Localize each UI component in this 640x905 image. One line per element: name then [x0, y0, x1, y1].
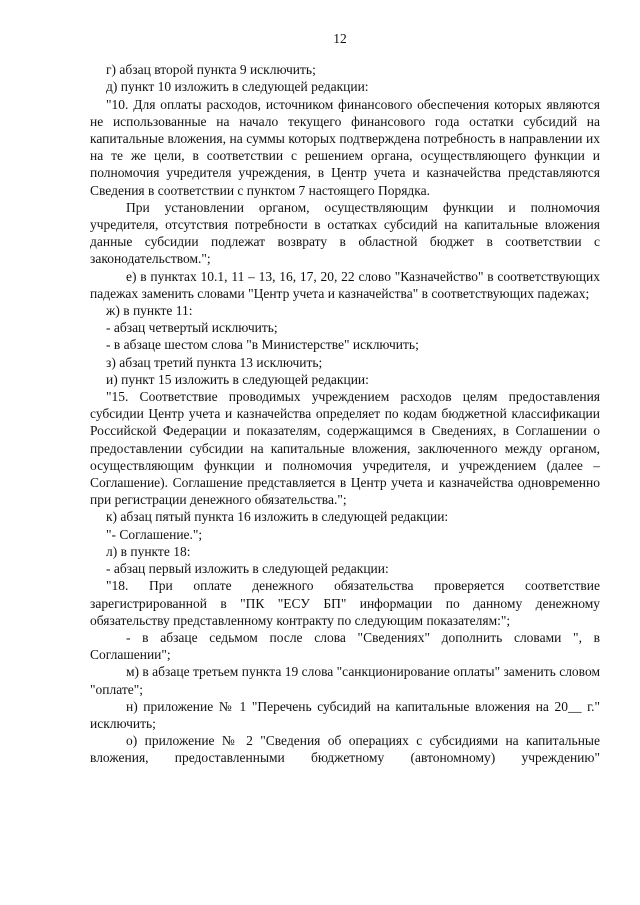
paragraph: н) приложение № 1 "Перечень субсидий на капитальные вложения на 20__ г." исключить; [90, 698, 600, 731]
paragraph: "15. Соответствие проводимых учреждением расходов целям предоставления субсидии Центр учета и казначейства определяет по кодам бюджетной классификации Российской Федерации и показателям, содержащимся в Сведениях, в Соглашении о предоставлении субсидии на капитальные вложения, заключенного между органом, осуществляющим функции и полномочия учредителя, и учреждением (далее – Соглашение). Соглашение представляется в Центр учета и казначейства одновременно при регистрации денежного обязательства."; [90, 389, 600, 508]
paragraph: "- Соглашение."; [106, 526, 203, 542]
paragraph: ж) в пункте 11: [106, 303, 193, 319]
paragraph: м) в абзаце третьем пункта 19 слова "санкционирование оплаты" заменить словом "оплате"; [90, 664, 600, 697]
paragraph: з) абзац третий пункта 13 исключить; [106, 354, 323, 370]
paragraph: е) в пунктах 10.1, 11 – 13, 16, 17, 20, 22 слово "Казначейство" в соответствующих падежах заменить словами "Центр учета и казначейства" в соответствующих падежах; [90, 268, 600, 301]
paragraph: о) приложение № 2 "Сведения об операциях с субсидиями на капитальные вложения, предоставленными бюджетному (автономному) учреждению" [90, 733, 600, 766]
paragraph: г) абзац второй пункта 9 исключить; [106, 62, 316, 78]
paragraph: и) пункт 15 изложить в следующей редакции: [106, 371, 369, 387]
paragraph: д) пункт 10 изложить в следующей редакции: [106, 79, 369, 95]
paragraph: "18. При оплате денежного обязательства проверяется соответствие зарегистрированной в "ПК "ЕСУ БП" информации по данному денежному обязательству представленному контракту по следующим показателям:"; [90, 578, 600, 628]
paragraph: При установлении органом, осуществляющим функции и полномочия учредителя, отсутствия потребности в остатках субсидий на капитальные вложения данные субсидии подлежат возврату в областной бюджет в соответствии с законодательством."; [90, 199, 600, 267]
paragraph: л) в пункте 18: [106, 543, 191, 559]
paragraph: - в абзаце шестом слова "в Министерстве" исключить; [106, 337, 419, 353]
paragraph: "10. Для оплаты расходов, источником финансового обеспечения которых являются не использованные на начало текущего финансового года остатки субсидий на капитальные вложения, на суммы которых подтверждена потребность в направлении их на те же цели, в соответствии с решением органа, осуществляющего функции и полномочия учредителя учреждения, в Центр учета и казначейства представляются Сведения в соответствии с пунктом 7 настоящего Порядка. [90, 96, 600, 198]
document-body [90, 61, 600, 766]
paragraph: к) абзац пятый пункта 16 изложить в следующей редакции: [106, 509, 449, 525]
paragraph: - в абзаце седьмом после слова "Сведениях" дополнить словами ", в Соглашении"; [90, 629, 600, 663]
paragraph: - абзац четвертый исключить; [106, 320, 278, 336]
paragraph: - абзац первый изложить в следующей редакции: [106, 561, 389, 577]
page-number: 12 [333, 31, 347, 46]
